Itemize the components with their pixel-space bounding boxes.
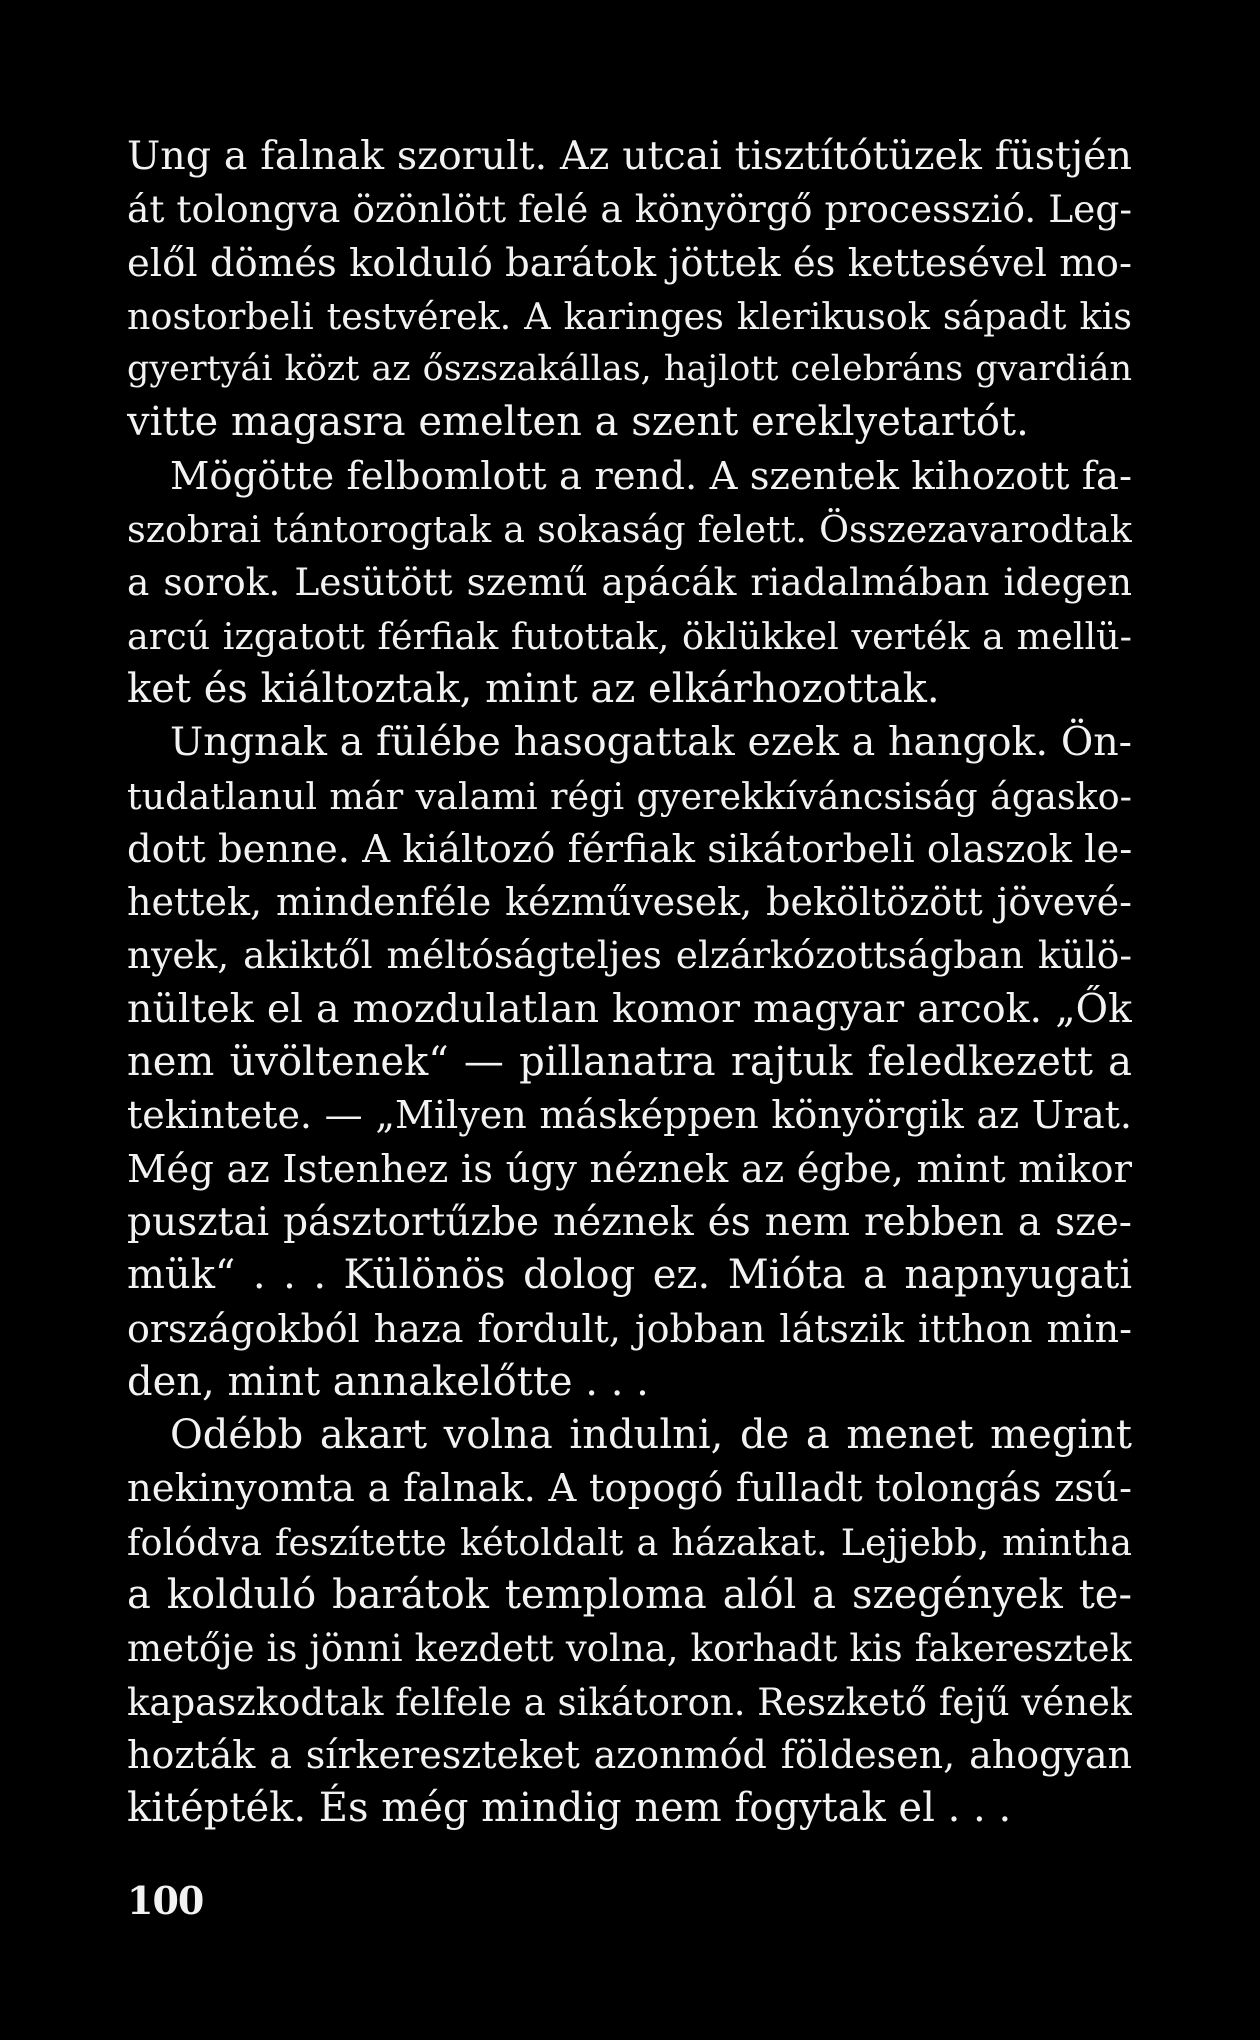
text-line: pusztai pásztortűzbe néznek és nem rebben a sze- <box>127 1199 1132 1245</box>
text-line: ket és kiáltoztak, mint az elkárhozottak. <box>127 665 940 712</box>
text-line: elől dömés kolduló barátok jöttek és kettesével mo- <box>127 240 1132 286</box>
text-line: gyertyái közt az őszszakállas, hajlott celebráns gvardián <box>127 349 1132 390</box>
text-line: nem üvöltenek“ — pillanatra rajtuk feledkezett a <box>127 1039 1132 1086</box>
text-line: tudatlanul már valami régi gyerekkíváncsiság ágasko- <box>127 774 1132 818</box>
text-line: folódva feszítette kétoldalt a házakat. Lejjebb, mintha <box>127 1520 1132 1564</box>
text-line: hozták a sírkereszteket azonmód földesen, ahogyan <box>127 1732 1132 1777</box>
text-line: a sorok. Lesütött szemű apácák riadalmában idegen <box>127 560 1132 605</box>
text-line: szobrai tántorogtak a sokaság felett. Összezavarodtak <box>127 508 1132 552</box>
text-line: Ungnak a fülébe hasogattak ezek a hangok. Ön- <box>170 719 1132 766</box>
text-line: den, mint annakelőtte . . . <box>127 1358 649 1405</box>
text-line: kitépték. És még mindig nem fogytak el . . . <box>127 1785 1012 1832</box>
text-line: Még az Istenhez is úgy néznek az égbe, mint mikor <box>127 1146 1132 1192</box>
text-line: nültek el a mozdulatlan komor magyar arcok. „Ők <box>127 985 1132 1032</box>
text-line: kapaszkodtak felfele a sikátoron. Reszkető fejű vének <box>127 1680 1132 1724</box>
text-line: vitte magasra emelten a szent ereklyetartót. <box>127 399 1029 446</box>
text-line: tekintete. — „Milyen másképpen könyörgik az Urat. <box>127 1093 1132 1138</box>
text-line: nyek, akiktől méltóságteljes elzárkózottságban külö- <box>127 933 1132 978</box>
text-line: át tolongva özönlött felé a könyörgő processzió. Leg- <box>127 187 1132 232</box>
text-line: Odébb akart volna indulni, de a menet megint <box>170 1412 1132 1459</box>
body-text <box>127 130 1132 1836</box>
text-line: a kolduló barátok temploma alól a szegények te- <box>127 1572 1132 1619</box>
text-line: Mögötte felbomlott a rend. A szentek kihozott fa- <box>170 453 1132 499</box>
text-line: nostorbeli testvérek. A karinges klerikusok sápadt kis <box>127 294 1132 338</box>
text-line: Ung a falnak szorult. Az utcai tisztítótüzek füstjén <box>127 133 1132 179</box>
text-line: országokból haza fordult, jobban látszik itthon min- <box>127 1306 1132 1351</box>
text-line: dott benne. A kiáltozó férfiak sikátorbeli olaszok le- <box>127 826 1132 872</box>
text-line: hettek, mindenféle kézművesek, beköltözött jövevé- <box>127 880 1132 925</box>
text-line: metője is jönni kezdett volna, korhadt kis fakeresztek <box>127 1627 1132 1671</box>
text-line: nekinyomta a falnak. A topogó fulladt tolongás zsú- <box>127 1466 1132 1512</box>
page-number: 100 <box>127 1878 204 1923</box>
text-line: mük“ . . . Különös dolog ez. Mióta a napnyugati <box>127 1252 1132 1299</box>
text-line: arcú izgatott férfiak futottak, öklükkel verték a mellü- <box>127 614 1132 658</box>
